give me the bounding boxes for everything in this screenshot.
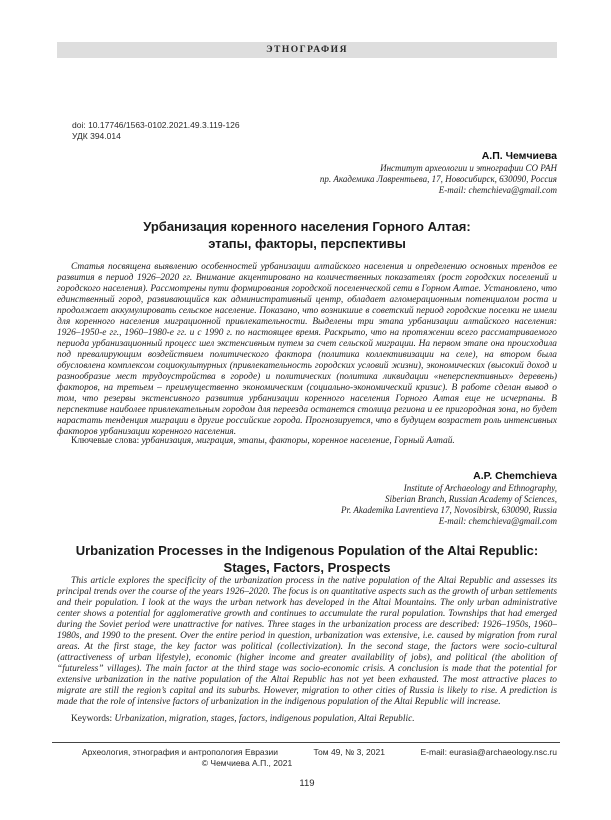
affiliation-en-line-3: Pr. Akademika Lavrentieva 17, Novosibirsk, 630090, Russia bbox=[341, 505, 557, 515]
author-block-russian bbox=[320, 150, 557, 196]
page-number: 119 bbox=[299, 778, 315, 789]
article-title-en-line-2: Stages, Factors, Prospects bbox=[223, 559, 391, 575]
footer-journal-line bbox=[57, 747, 557, 758]
affiliation-ru-line-2: пр. Академика Лаврентьева, 17, Новосибирск, 630090, Россия bbox=[319, 174, 557, 184]
author-email-russian: E-mail: chemchieva@gmail.com bbox=[438, 185, 557, 195]
article-title-ru-line-1: Урбанизация коренного населения Горного Алтая: bbox=[143, 219, 471, 234]
author-name-russian: А.П. Чемчиева bbox=[481, 150, 557, 162]
abstract-english: This article explores the specificity of the urbanization process in the native population of the Altai Republic and assesses its principal trends over the course of the years 1926–2020. The focus is on quantitative aspects such as the growth of urban settlements and their population. I look at the ways the urban network has developed in the Altai Mountains. The only urban administrative center shows a potential for agglomerative growth and continues to accumulate the rural population. Townships that had emerged during the Soviet period were unattractive for natives. Three stages in the urbanization process are described: 1926–1950s, 1960–1980s, and 1990 to the present. Over the entire period in question, urbanization was extensive, i.e. caused by migration from rural areas. At the first stage, the key factor was political (collectivization). In the second stage, the factors were socio-cultural (attractiveness of urban lifestyle), economic (higher income and greater availability of jobs), and political (the abolition of “futureless” villages). The main factor at the third stage was socio-economic crisis. A conclusion is made that the potential for extensive urbanization in the native population of the Altai Republic has not yet been exhausted. The most attractive places to migrate are still the region’s capital and its suburbs. However, migration to other cities of Russia is likely to rise. A prediction is made that the role of intensive factors of urbanization in the indigenous population of the Altai Republic will increase. bbox=[57, 576, 557, 707]
article-title-english bbox=[57, 543, 557, 576]
keywords-english bbox=[57, 714, 557, 725]
article-title-ru-line-2: этапы, факторы, перспективы bbox=[208, 235, 406, 251]
author-email-english: E-mail: chemchieva@gmail.com bbox=[438, 516, 557, 526]
udk-text: УДК 394.014 bbox=[72, 131, 121, 141]
footer-journal-title: Археология, этнография и антропология Евразии bbox=[82, 747, 278, 757]
keywords-list-russian: урбанизация, миграция, этапы, факторы, коренное население, Горный Алтай. bbox=[141, 436, 455, 446]
article-title-en-line-1: Urbanization Processes in the Indigenous Population of the Altai Republic: bbox=[75, 543, 539, 558]
footer-divider bbox=[52, 742, 560, 743]
footer-copyright: © Чемчиева А.П., 2021 bbox=[201, 758, 293, 768]
footer-journal-email: E-mail: eurasia@archaeology.nsc.ru bbox=[420, 747, 557, 757]
footer-volume-issue: Том 49, № 3, 2021 bbox=[313, 747, 385, 757]
keywords-list-english: Urbanization, migration, stages, factors, indigenous population, Altai Republic. bbox=[114, 714, 415, 724]
author-block-english bbox=[341, 470, 557, 527]
abstract-russian: Статья посвящена выявлению особенностей урбанизации алтайского населения и определению основных трендов ее развития в период 1926–2020 гг. Внимание акцентировано на количественных показателях (рост городских поселений и городского населения). Рассмотрены пути формирования городской поселенческой сети в Горном Алтае. Установлено, что единственный город, развивающийся как административный центр, обладает агломерационным потенциалом роста и продолжает аккумулировать сельское население. Показано, что возникшие в советский период городские поселки не имели для коренного населения миграционной привлекательности. Выделены три этапа урбанизации алтайского населения: 1926–1950-е гг., 1960–1980-е гг. и с 1990 г. по настоящее время. Раскрыто, что на протяжении всего рассматриваемого периода урбанизационный процесс шел экстенсивным путем за счет сельской миграции. На первом этапе она происходила под превалирующим воздействием политического фактора (политика коллективизации на селе), на втором была обусловлена комплексом социокультурных (привлекательность городских условий жизни), экономических (высокий доход и разнообразие мест трудоустройства в городе) и политических (политика ликвидации «неперспективных» деревень) факторов, на третьем – преимущественно экономическим (социально-экономический кризис). В работе сделан вывод о том, что резервы экстенсивного развития урбанизации коренного населения Горного Алтая еще не исчерпаны. В перспективе наиболее привлекательным городом для переезда останется столица региона и ее пригородная зона, но будет нарастать тенденция миграции в другие российские города. Прогнозируется, что в будущем возрастет роль интенсивных факторов урбанизации коренного населения. bbox=[57, 262, 557, 437]
author-name-english: A.P. Chemchieva bbox=[473, 470, 557, 482]
keywords-label-english: Keywords: bbox=[71, 714, 113, 724]
affiliation-en-line-2: Siberian Branch, Russian Academy of Sciences, bbox=[384, 494, 557, 504]
section-header-label: ЭТНОГРАФИЯ bbox=[266, 45, 348, 55]
doi-text: doi: 10.17746/1563-0102.2021.49.3.119-126 bbox=[72, 120, 240, 130]
article-title-russian bbox=[57, 219, 557, 252]
section-header-bar bbox=[57, 42, 557, 58]
affiliation-ru-line-1: Институт археологии и этнографии СО РАН bbox=[380, 163, 557, 173]
keywords-russian bbox=[57, 436, 557, 447]
affiliation-en-line-1: Institute of Archaeology and Ethnography, bbox=[403, 483, 557, 493]
keywords-label-russian: Ключевые слова: bbox=[71, 436, 140, 446]
article-meta bbox=[72, 120, 240, 142]
